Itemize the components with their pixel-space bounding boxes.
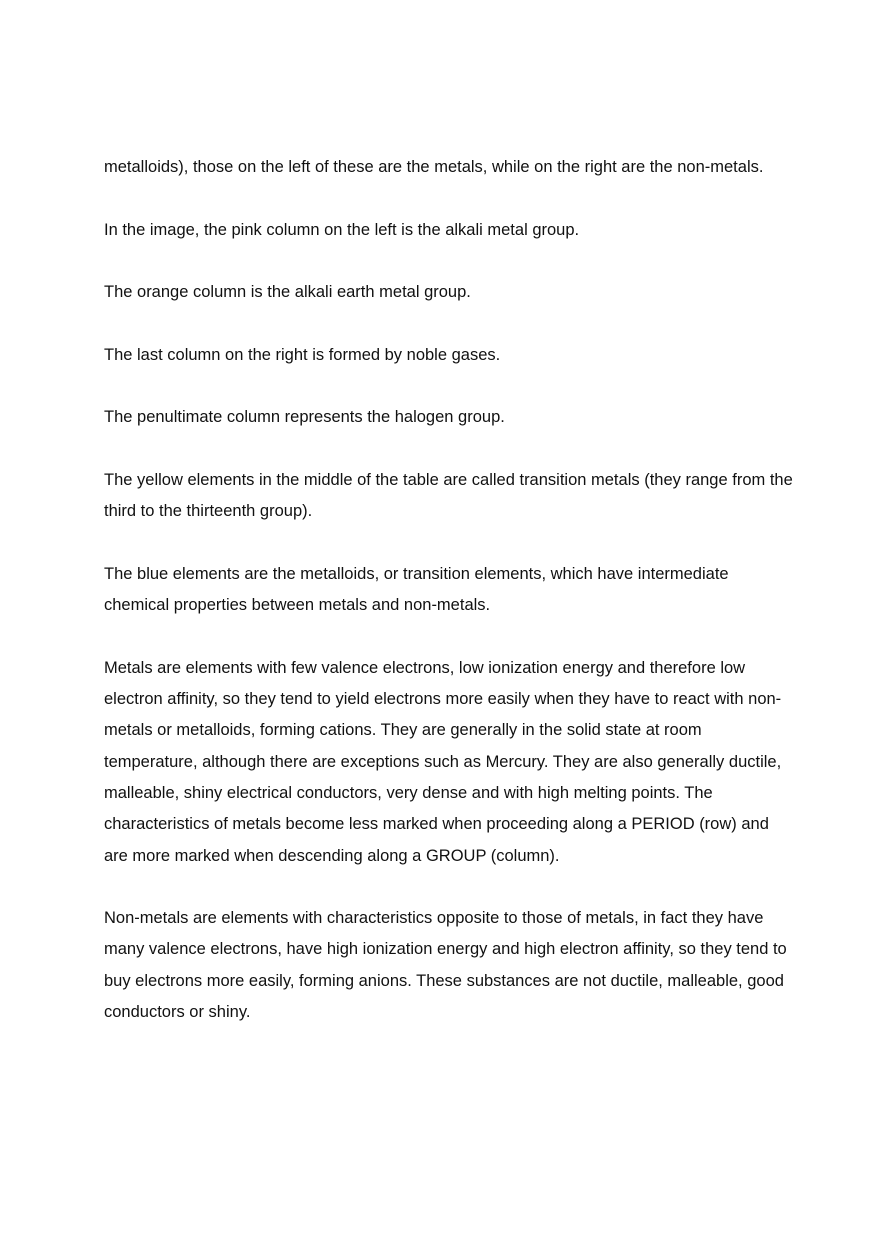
paragraph-metalloids: The blue elements are the metalloids, or transition elements, which have intermediate chemical properties between metals and non-metals. [104, 564, 729, 615]
paragraph-alkali-earth-metals: The orange column is the alkali earth metal group. [104, 283, 471, 302]
paragraph-transition-metals: The yellow elements in the middle of the table are called transition metals (they range from the third to the thirteenth group). [104, 470, 793, 521]
paragraph-noble-gases: The last column on the right is formed by noble gases. [104, 345, 501, 364]
paragraph-alkali-metals: In the image, the pink column on the left is the alkali metal group. [104, 220, 580, 239]
paragraph-non-metals: Non-metals are elements with characteristics opposite to those of metals, in fact they have many valence electrons, have high ionization energy and high electron affinity, so they tend to buy electrons more easily, forming anions. These substances are not ductile, malleable, good conductors or shiny. [104, 909, 787, 1022]
document-body [104, 152, 794, 1028]
paragraph-metalloids-continuation: metalloids), those on the left of these are the metals, while on the right are the non-metals. [104, 158, 764, 176]
paragraph-metals: Metals are elements with few valence electrons, low ionization energy and therefore low electron affinity, so they tend to yield electrons more easily when they have to react with non-metals or metalloids, forming cations. They are generally in the solid state at room temperature, although there are exceptions such as Mercury. They are also generally ductile, malleable, shiny electrical conductors, very dense and with high melting points. The characteristics of metals become less marked when proceeding along a PERIOD (row) and are more marked when descending along a GROUP (column). [104, 658, 782, 865]
paragraph-halogens: The penultimate column represents the halogen group. [104, 408, 505, 427]
